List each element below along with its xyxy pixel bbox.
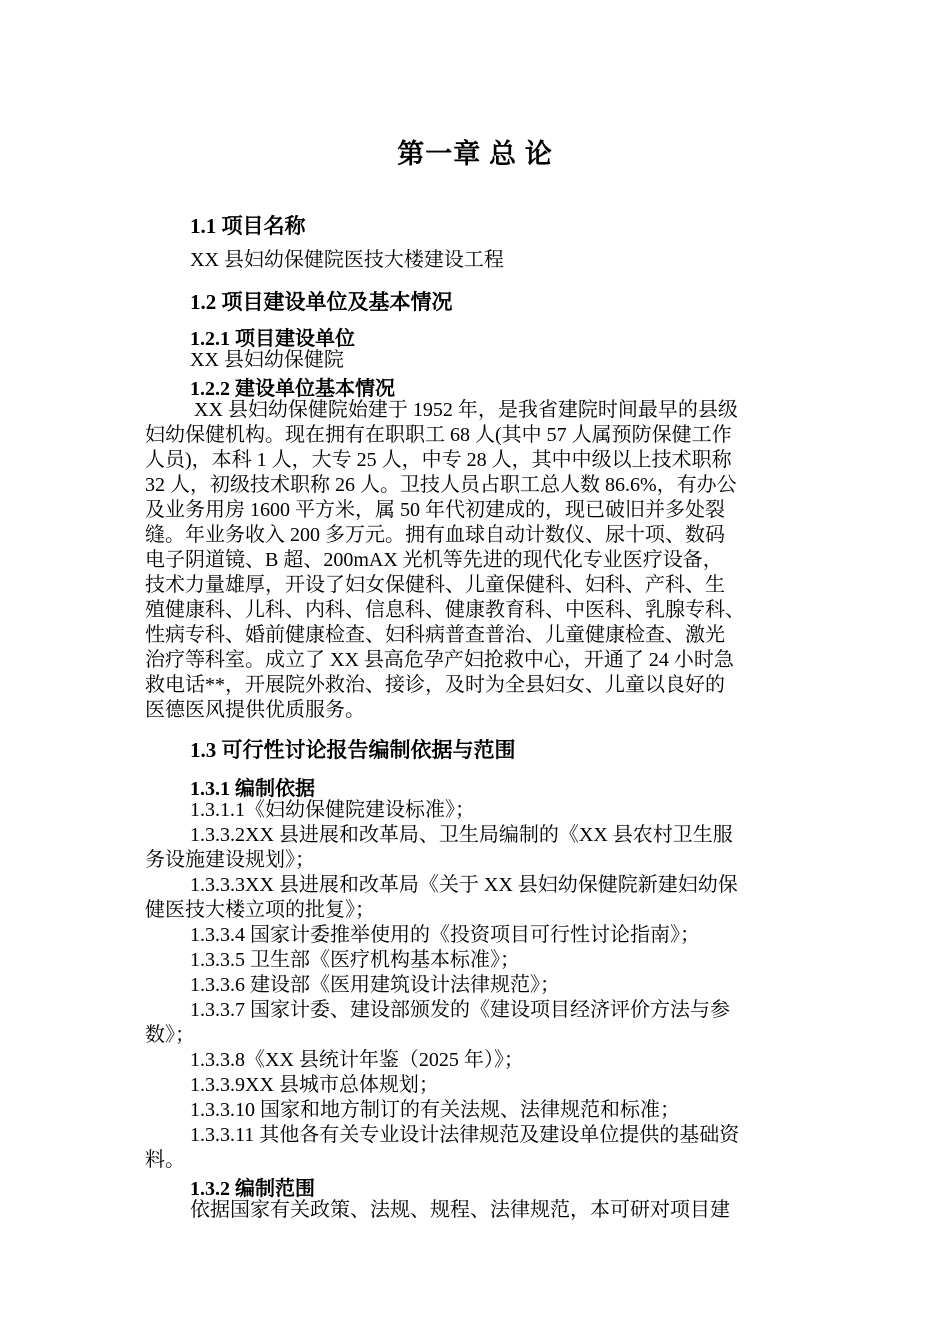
basis-item: 1.3.3.9XX 县城市总体规划； [190, 1074, 439, 1096]
paragraph-line: 电子阴道镜、B 超、200mAX 光机等先进的现代化专业医疗设备， [145, 549, 723, 571]
basis-item: 1.3.3.11 其他各有关专业设计法律规范及建设单位提供的基础资 [190, 1124, 740, 1146]
paragraph-line: 殖健康科、儿科、内科、信息科、健康教育科、中医科、乳腺专科、 [145, 599, 745, 621]
chapter-title: 第一章 总 论 [397, 139, 553, 169]
paragraph-line: 治疗等科室。成立了 XX 县高危孕产妇抢救中心，开通了 24 小时急 [145, 649, 734, 671]
section-heading-1-2-1: 1.2.1 项目建设单位 [190, 328, 355, 350]
section-heading-1-3-1: 1.3.1 编制依据 [190, 778, 315, 800]
basis-item-continuation: 务设施建设规划》； [145, 849, 315, 871]
construction-unit-text: XX 县妇幼保健院 [190, 349, 344, 371]
basis-item: 1.3.3.7 国家计委、建设部颁发的《建设项目经济评价方法与参 [190, 999, 730, 1021]
paragraph-line: 性病专科、婚前健康检查、妇科病普查普治、儿童健康检查、激光 [145, 624, 725, 646]
paragraph-line: 及业务用房 1600 平方米，属 50 年代初建成的，现已破旧并多处裂 [145, 499, 725, 521]
paragraph-line: 人员)，本科 1 人，大专 25 人，中专 28 人，其中中级以上技术职称 [145, 449, 732, 471]
basis-item: 1.3.3.2XX 县进展和改革局、卫生局编制的《XX 县农村卫生服 [190, 824, 733, 846]
basis-item-continuation: 健医技大楼立项的批复》； [145, 899, 375, 921]
basis-item: 1.3.3.4 国家计委推举使用的《投资项目可行性讨论指南》； [190, 924, 700, 946]
basis-item: 1.3.3.6 建设部《医用建筑设计法律规范》； [190, 974, 560, 996]
paragraph-line: XX 县妇幼保健院始建于 1952 年，是我省建院时间最早的县级 [194, 399, 738, 421]
project-name-text: XX 县妇幼保健院医技大楼建设工程 [190, 249, 504, 271]
paragraph-line: 医德医风提供优质服务。 [145, 699, 365, 721]
basis-item-continuation: 数》； [145, 1024, 195, 1046]
paragraph-line: 妇幼保健机构。现在拥有在职职工 68 人(其中 57 人属预防保健工作 [145, 424, 732, 446]
scope-paragraph-line: 依据国家有关政策、法规、规程、法律规范，本可研对项目建 [190, 1199, 730, 1221]
section-heading-1-3: 1.3 可行性讨论报告编制依据与范围 [190, 738, 516, 762]
basis-item: 1.3.3.10 国家和地方制订的有关法规、法律规范和标准； [190, 1099, 680, 1121]
paragraph-line: 32 人，初级技术职称 26 人。卫技人员占职工总人数 86.6%，有办公 [145, 474, 737, 496]
section-heading-1-2: 1.2 项目建设单位及基本情况 [190, 290, 453, 314]
section-heading-1-2-2: 1.2.2 建设单位基本情况 [190, 378, 395, 400]
paragraph-line: 缝。年业务收入 200 多万元。拥有血球自动计数仪、尿十项、数码 [145, 524, 725, 546]
section-heading-1-3-2: 1.3.2 编制范围 [190, 1178, 315, 1200]
paragraph-line: 救电话**，开展院外救治、接诊，及时为全县妇女、儿童以良好的 [145, 674, 725, 696]
basis-item: 1.3.1.1《妇幼保健院建设标准》； [190, 799, 475, 821]
basis-item: 1.3.3.8《XX 县统计年鉴（2025 年）》； [190, 1049, 524, 1071]
section-heading-1-1: 1.1 项目名称 [190, 214, 306, 238]
basis-item-continuation: 料。 [145, 1149, 185, 1171]
basis-item: 1.3.3.3XX 县进展和改革局《关于 XX 县妇幼保健院新建妇幼保 [190, 874, 738, 896]
basis-item: 1.3.3.5 卫生部《医疗机构基本标准》； [190, 949, 520, 971]
paragraph-line: 技术力量雄厚，开设了妇女保健科、儿童保健科、妇科、产科、生 [145, 574, 725, 596]
